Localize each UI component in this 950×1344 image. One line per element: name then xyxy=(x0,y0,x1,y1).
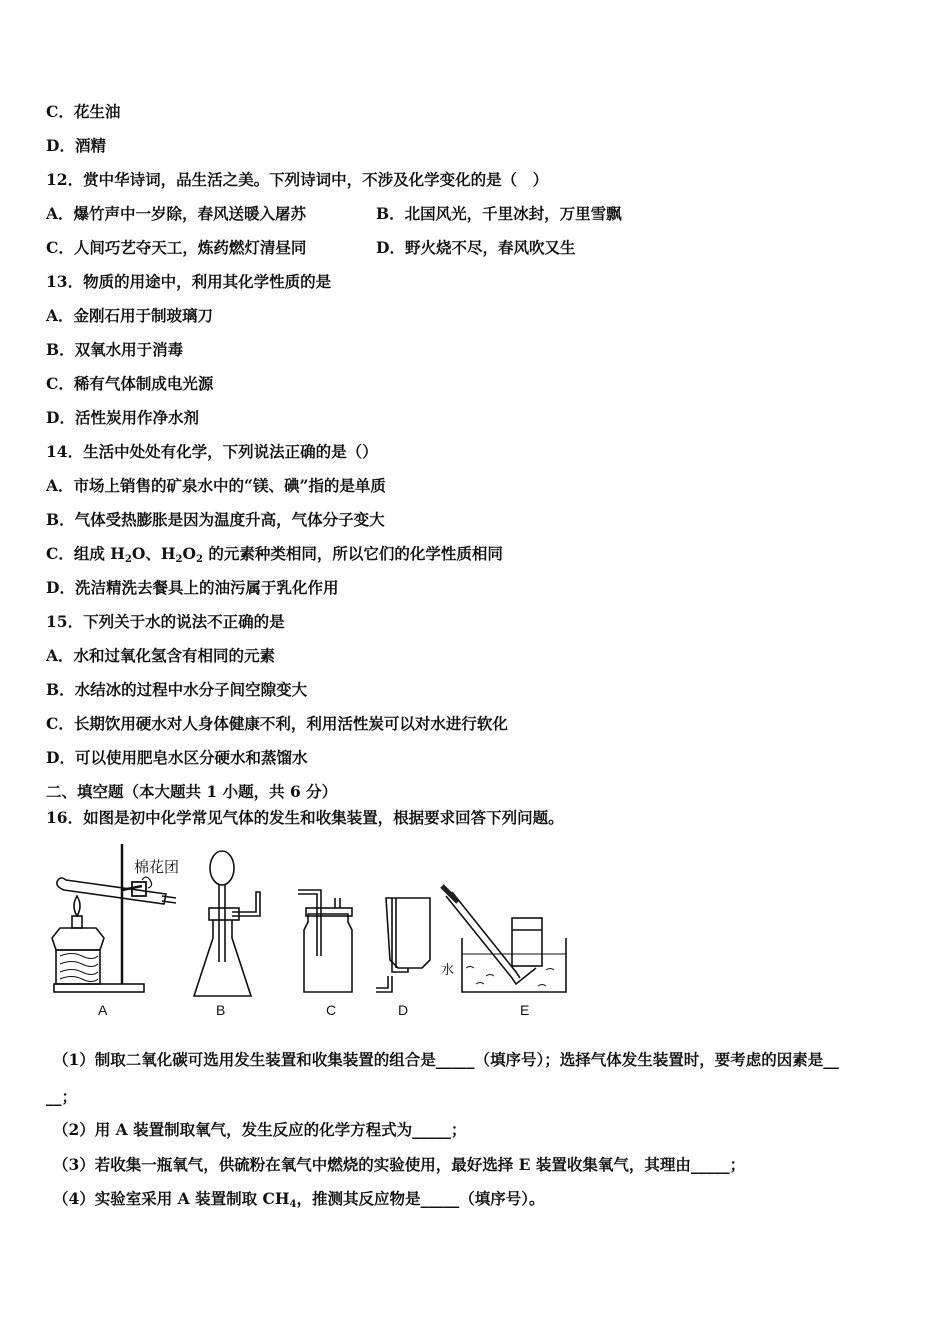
apparatus-d xyxy=(376,898,430,992)
apparatus-b xyxy=(194,851,260,996)
q12-option-d: D．野火烧不尽，春风吹又生 xyxy=(376,238,576,257)
option-d: D．酒精 xyxy=(46,136,106,155)
section-title: 二、填空题（本大题共 1 小题，共 6 分） xyxy=(46,782,338,801)
q16-sub-4: （4）实验室采用 A 装置制取 $CH_4$，推测其反应物是_____（填序号）。 xyxy=(53,1189,545,1210)
q14-option-b: B．气体受热膨胀是因为温度升高，气体分子变大 xyxy=(46,510,385,529)
question-12-stem: 12．赏中华诗词，品生活之美。下列诗词中，不涉及化学变化的是（ ） xyxy=(46,170,549,189)
question-15-stem: 15．下列关于水的说法不正确的是 xyxy=(46,612,285,631)
question-14-stem: 14．生活中处处有化学，下列说法正确的是（） xyxy=(46,442,378,461)
q15-option-b: B．水结冰的过程中水分子间空隙变大 xyxy=(46,680,308,699)
q12-option-b: B．北国风光，千里冰封，万里雪飘 xyxy=(376,204,622,223)
q12-option-c: C．人间巧艺夺天工，炼药燃灯清昼同 xyxy=(46,238,307,257)
cotton-label: 棉花团 xyxy=(134,859,180,876)
label-a: A xyxy=(98,1002,108,1018)
q15-option-c: C．长期饮用硬水对人身体健康不利，利用活性炭可以对水进行软化 xyxy=(46,714,508,733)
question-13-stem: 13．物质的用途中，利用其化学性质的是 xyxy=(46,272,332,291)
q12-option-a: A．爆竹声中一岁除，春风送暖入屠苏 xyxy=(46,204,307,223)
q15-option-d: D．可以使用肥皂水区分硬水和蒸馏水 xyxy=(46,748,308,767)
q16-sub-2: （2）用 A 装置制取氧气，发生反应的化学方程式为_____； xyxy=(53,1120,467,1139)
water-label: 水 xyxy=(441,962,455,977)
q14-option-a: A．市场上销售的矿泉水中的“镁、碘”指的是单质 xyxy=(46,476,386,495)
option-c: C．花生油 xyxy=(46,102,121,121)
q13-option-d: D．活性炭用作净水剂 xyxy=(46,408,199,427)
label-b: B xyxy=(216,1002,226,1018)
label-d: D xyxy=(398,1002,409,1018)
question-16-stem: 16．如图是初中化学常见气体的发生和收集装置，根据要求回答下列问题。 xyxy=(46,808,564,827)
q13-option-b: B．双氧水用于消毒 xyxy=(46,340,184,359)
q13-option-c: C．稀有气体制成电光源 xyxy=(46,374,214,393)
q15-option-a: A．水和过氧化氢含有相同的元素 xyxy=(46,646,276,665)
q16-sub-1-cont: __； xyxy=(46,1087,78,1106)
label-c: C xyxy=(326,1002,337,1018)
apparatus-c xyxy=(298,890,352,992)
q16-sub-1: （1）制取二氧化碳可选用发生装置和收集装置的组合是_____（填序号）；选择气体发生装置时，要考虑的因素是__ xyxy=(53,1050,839,1069)
apparatus-figure xyxy=(46,838,576,1023)
apparatus-e xyxy=(442,886,566,992)
q13-option-a: A．金刚石用于制玻璃刀 xyxy=(46,306,214,325)
q16-sub-3: （3）若收集一瓶氧气，供硫粉在氧气中燃烧的实验使用，最好选择 E 装置收集氧气，其理由_____； xyxy=(53,1155,746,1174)
label-e: E xyxy=(520,1002,530,1018)
q14-option-c: C．组成 $H_2O$、$H_2O_2$ 的元素种类相同，所以它们的化学性质相同 xyxy=(46,544,503,565)
q14-option-d: D．洗洁精洗去餐具上的油污属于乳化作用 xyxy=(46,578,339,597)
